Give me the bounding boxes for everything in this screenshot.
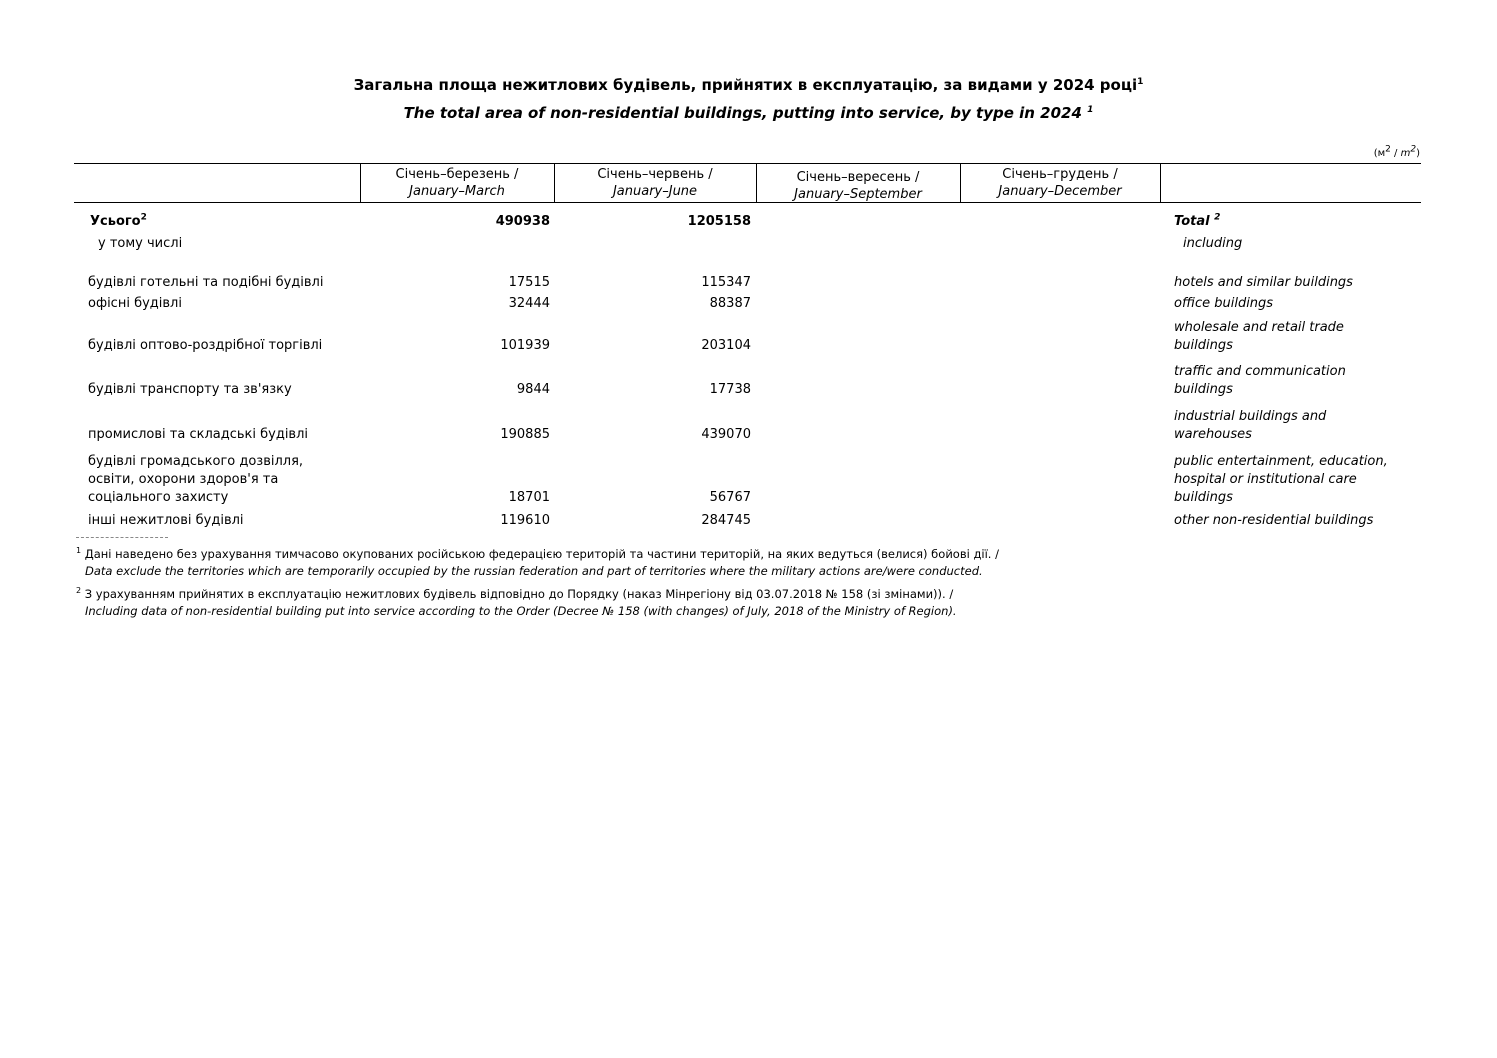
total-en: Total — [1174, 214, 1210, 229]
row-value-q1: 101939 — [500, 338, 550, 353]
footnote-1 — [76, 546, 999, 580]
total-label — [90, 213, 350, 231]
column-header-ua: Січень–червень / — [597, 167, 713, 182]
row-value-q1: 190885 — [500, 427, 550, 442]
column-header-h1 — [554, 164, 756, 202]
row-label: будівлі транспорту та зв'язку — [88, 382, 292, 397]
row-label-en: public entertainment, education, hospital or institutional care buildings — [1174, 454, 1388, 505]
title-en-text: The total area of non-residential buildings, putting into service, by type in 2024 — [403, 104, 1082, 122]
footnote-2-ua: З урахуванням прийнятих в експлуатацію нежитлових будівель відповідно до Порядку (наказ Мінрегіону від 03.07.2018 № 158 (зі змінами)). / — [84, 587, 954, 601]
column-header-en: January–September — [794, 187, 922, 202]
units-sep: / — [1390, 148, 1401, 159]
row-label: будівлі готельні та подібні будівлі — [88, 275, 324, 290]
row-label: будівлі громадського дозвілля, освіти, охорони здоров'я та соціального захисту — [88, 454, 304, 505]
row-label-en: office buildings — [1174, 296, 1274, 311]
row-value-h1: 284745 — [701, 513, 751, 528]
total-ua-note: 2 — [140, 212, 147, 223]
column-header-ua: Січень–грудень / — [1002, 167, 1118, 182]
title-english — [0, 104, 1497, 122]
row-value-h1: 17738 — [709, 382, 751, 397]
units-ua: м — [1377, 148, 1386, 159]
total-value-h1: 1205158 — [687, 214, 751, 229]
title-ukrainian — [0, 76, 1497, 94]
row-label: промислові та складські будівлі — [88, 427, 309, 442]
units-label: $(м^2 / m^2)$ — [1373, 144, 1420, 159]
total-label-en — [1174, 213, 1414, 231]
total-value-q1: 490938 — [495, 214, 550, 229]
including-label: у тому числі — [98, 236, 183, 251]
units-ua-exp: 2 — [1385, 144, 1391, 155]
column-header-year — [960, 164, 1160, 202]
column-header-q1 — [360, 164, 554, 202]
units-en-exp: 2 — [1410, 144, 1417, 155]
row-label-en: traffic and communication buildings — [1174, 364, 1346, 397]
column-header-ua: Січень–вересень / — [796, 170, 920, 185]
footnote-1-en: Data exclude the territories which are temporarily occupied by the russian federation and part of territories where the military actions are/were conducted. — [85, 564, 983, 578]
row-value-h1: 115347 — [701, 275, 751, 290]
column-header-en: January–March — [409, 184, 505, 199]
title-en-note: 1 — [1087, 105, 1094, 115]
column-header-ua: Січень–березень / — [395, 167, 519, 182]
footnote-divider — [76, 537, 168, 538]
footnote-1-ua: Дані наведено без урахування тимчасово окупованих російською федерацією територій та частини територій, на яких ведуться (велися) бойові дії. / — [84, 547, 999, 561]
row-label: офісні будівлі — [88, 296, 182, 311]
header-divider — [1160, 164, 1161, 202]
row-value-q1: 9844 — [516, 382, 550, 397]
row-label-en: other non-residential buildings — [1174, 513, 1374, 528]
row-label-en: wholesale and retail trade buildings — [1174, 320, 1344, 353]
footnote-2 — [76, 586, 957, 620]
row-value-q1: 119610 — [500, 513, 550, 528]
total-en-note: 2 — [1214, 212, 1221, 223]
title-ua-note: 1 — [1137, 77, 1144, 87]
row-value-q1: 18701 — [508, 490, 550, 505]
footnote-2-en: Including data of non-residential building put into service according to the Order (Decree № 158 (with changes) of July, 2018 of the Ministry of Region). — [85, 604, 957, 618]
column-header-en: January–December — [998, 184, 1122, 199]
title-ua-text: Загальна площа нежитлових будівель, прийнятих в експлуатацію, за видами у 2024 році — [353, 76, 1138, 94]
including-label-en: including — [1183, 236, 1243, 251]
footnote-2-marker: 2 — [76, 586, 82, 596]
row-label-en: industrial buildings and warehouses — [1174, 409, 1327, 442]
column-header-en: January–June — [612, 184, 698, 199]
footnote-1-marker: 1 — [76, 546, 82, 556]
row-value-q1: 32444 — [508, 296, 550, 311]
units-en: m — [1400, 148, 1411, 159]
column-header-9m — [756, 164, 960, 202]
row-value-h1: 203104 — [701, 338, 751, 353]
row-label: інші нежитлові будівлі — [88, 513, 244, 528]
row-value-h1: 88387 — [709, 296, 751, 311]
row-value-h1: 439070 — [701, 427, 751, 442]
table-header-rule — [74, 202, 1421, 203]
total-ua: Усього — [90, 214, 141, 229]
row-value-h1: 56767 — [709, 490, 751, 505]
row-label-en: hotels and similar buildings — [1174, 275, 1353, 290]
row-value-q1: 17515 — [508, 275, 550, 290]
row-label: будівлі оптово-роздрібної торгівлі — [88, 338, 323, 353]
